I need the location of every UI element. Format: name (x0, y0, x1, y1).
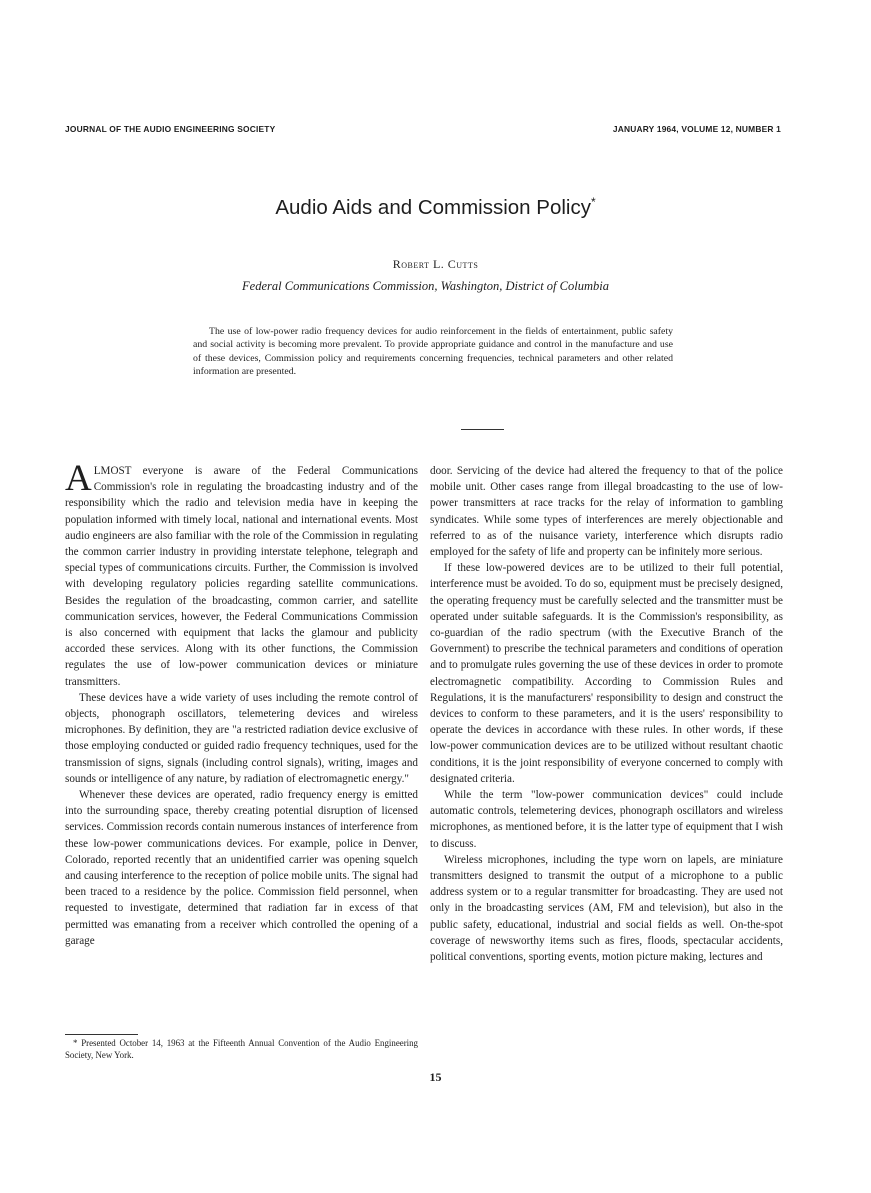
paragraph-5: While the term "low-power communication devices" could include automatic controls, telemetering devices, phonograph oscillators and wireless microphones, as mentioned before, it is the latter type of equipment that I wish to discuss. (430, 789, 783, 850)
footnote-rule (65, 1034, 138, 1035)
title-footnote-mark: * (590, 195, 596, 209)
paragraph-3-continued: door. Servicing of the device had altered the frequency to that of the police mobile unit. Other cases range from illegal broadcasting to the use of low-power transmitters at race tracks for the relay of information to gambling syndicates. While some types of interferences are merely objectionable and referred to as of the nuisance variety, interference which disrupts radio employed for the safety of life and property can be infinitely more serious. (430, 465, 783, 559)
title-text: Audio Aids and Commission Policy (275, 195, 591, 219)
body-column-right (430, 463, 783, 965)
page-number: 15 (429, 1070, 442, 1084)
article-title (0, 195, 871, 220)
paragraph-1-text: everyone is aware of the Federal Communications Commission's role in regulating the broadcasting industry and of the responsibility which the radio and television media have in keeping the population informed with timely local, national and international events. Most audio engineers are also familiar with the role of the Commission in regulating the common carrier industry in providing interstate telephone, telegraph and special types of communications circuits. Further, the Commission is involved with developing regulatory policies regarding satellite communications. Besides the regulation of the broadcasting, common carrier, and satellite communication services, however, the Federal Communications Commission is also concerned with equipment that lacks the glamour and publicity accorded these services. Along with its other functions, the Commission regulates the use of low-power communication devices or miniature transmitters. (65, 465, 418, 688)
running-head (65, 124, 781, 134)
paragraph-6: Wireless microphones, including the type worn on lapels, are miniature transmitters designed to transmit the output of a microphone to a public address system or to a regular transmitter for broadcasting. They are used not only in the broadcasting services (AM, FM and television), but also in the public safety, educational, industrial and social fields as well. On-the-spot coverage of newsworthy items such as fires, floods, spectacular accidents, political conventions, sporting events, motion picture making, lectures and (430, 853, 783, 964)
author-name: Robert L. Cutts (392, 257, 479, 271)
drop-cap: A (65, 458, 92, 499)
body-column-left (65, 458, 418, 949)
lead-word: LMOST (93, 465, 132, 477)
abstract: The use of low-power radio frequency devices for audio reinforcement in the fields of entertainment, public safety and social activity is becoming more prevalent. To provide appropriate guidance and control in the manufacture and use of these devices, Commission policy and requirements concerning frequencies, technical parameters and other related information are presented. (193, 326, 673, 378)
paragraph-2: These devices have a wide variety of uses including the remote control of objects, phonograph oscillators, telemetering devices and wireless microphones. By definition, they are "a restricted radiation device exclusive of those employing conducted or guided radio frequency techniques, used for the transmission of signs, signals (including control signals), writing, images and sounds or intelligence of any nature, by radiation of electromagnetic energy." (65, 691, 418, 785)
section-divider (461, 429, 504, 430)
paragraph-4: If these low-powered devices are to be utilized to their full potential, interference must be avoided. To do so, equipment must be precisely designed, the operating frequency must be carefully selected and the transmitter must be operated under suitable safeguards. It is the Commission's responsibility, as co-guardian of the radio spectrum (with the Executive Branch of the Government) to prescribe the technical parameters and conditions of operation and to promulgate rules governing the use of these devices in order to promote electromagnetic compatibility. According to Commission Rules and Regulations, it is the manufacturers' responsibility to design and construct the devices to conform to these parameters, and it is the users' responsibility to operate the devices in accordance with these rules. In other words, if these low-power communication devices are to be utilized without resultant chaotic conditions, it is the joint responsibility of everyone concerned to comply with designated criteria. (430, 562, 783, 785)
issue-info: JANUARY 1964, VOLUME 12, NUMBER 1 (612, 124, 781, 134)
paragraph-3: Whenever these devices are operated, radio frequency energy is emitted into the surrounding space, thereby creating potential disruption of licensed services. Commission records contain numerous instances of interference from these low-power communications devices. For example, police in Denver, Colorado, reported recently that an unidentified carrier was opening squelch and causing interference to the reception of police mobile units. The signal had been traced to a residence by the police. Commission field personnel, when requested to investigate, determined that radiation far in excess of that permitted was emanating from a receiver which controlled the opening of a garage (65, 789, 418, 947)
paragraph-1 (65, 458, 418, 690)
footnote: * Presented October 14, 1963 at the Fifteenth Annual Convention of the Audio Engineering Society, New York. (65, 1038, 418, 1060)
journal-name: JOURNAL OF THE AUDIO ENGINEERING SOCIETY (65, 124, 276, 134)
author-affiliation: Federal Communications Commission, Washington, District of Columbia (242, 279, 609, 293)
